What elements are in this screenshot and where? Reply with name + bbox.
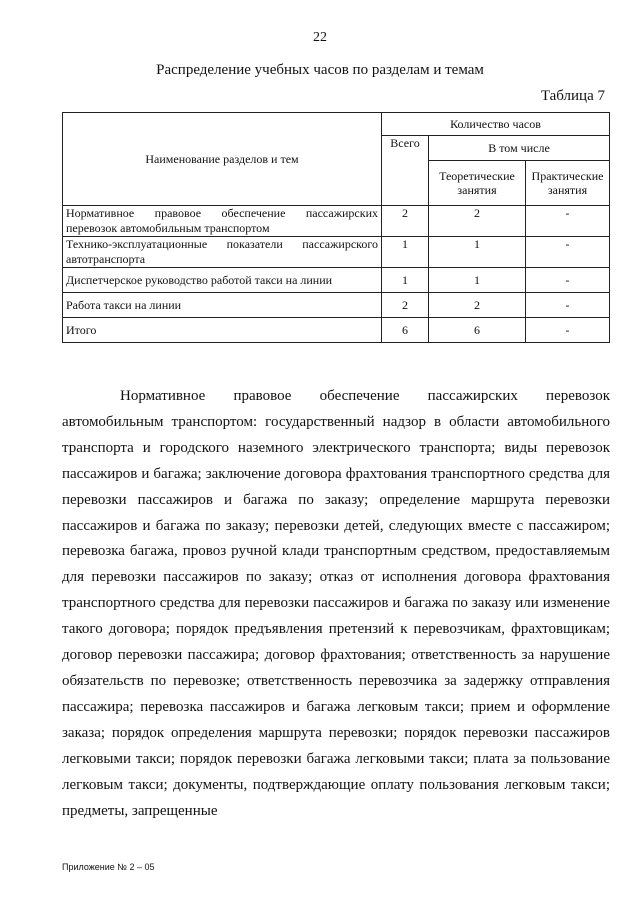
row-practice: - — [526, 268, 610, 293]
table-row — [63, 237, 610, 268]
row-practice: - — [526, 206, 610, 237]
header-including: В том числе — [429, 136, 610, 161]
row-practice: - — [526, 237, 610, 268]
header-total: Всего — [382, 136, 429, 206]
row-total: 1 — [382, 237, 429, 268]
row-total: 1 — [382, 268, 429, 293]
row-theory: 6 — [429, 318, 526, 343]
row-name: Итого — [63, 318, 382, 343]
page-number: 22 — [313, 30, 327, 45]
table-total-row — [63, 318, 610, 343]
row-theory: 2 — [429, 206, 526, 237]
row-practice: - — [526, 293, 610, 318]
row-name: Работа такси на линии — [63, 293, 382, 318]
row-theory: 1 — [429, 237, 526, 268]
hours-table — [62, 112, 610, 343]
row-total: 2 — [382, 206, 429, 237]
document-title: Распределение учебных часов по разделам и темам — [156, 62, 484, 78]
header-practice: Практические занятия — [526, 161, 610, 206]
row-practice: - — [526, 318, 610, 343]
header-section-name: Наименование разделов и тем — [63, 113, 382, 206]
footer-note: Приложение № 2 – 05 — [62, 862, 155, 872]
table-row — [63, 268, 610, 293]
row-name: Диспетчерское руководство работой такси на линии — [63, 268, 382, 293]
row-total: 2 — [382, 293, 429, 318]
body-paragraph: Нормативное правовое обеспечение пассажирских перевозок автомобильным транспортом: государственный надзор в области автомобильного транспорта и городского наземного электрического транспорта; виды перевозок пассажиров и багажа; заключение договора фрахтования транспортного средства для перевозки пассажиров и багажа по заказу; определение маршрута перевозки пассажиров и багажа по заказу; перевозки детей, следующих вместе с пассажиром; перевозка багажа, провоз ручной клади транспортным средством, предоставляемым для перевозки пассажиров по заказу; отказ от исполнения договора фрахтования транспортного средства для перевозки пассажиров и багажа по заказу или изменение такого договора; порядок предъявления претензий к перевозчикам, фрахтовщикам; договор перевозки пассажира; договор фрахтования; ответственность за нарушение обязательств по перевозке; ответственность перевозчика за задержку отправления пассажира; перевозка пассажиров и багажа легковым такси; прием и оформление заказа; порядок определения маршрута перевозки; порядок перевозки пассажиров легковыми такси; порядок перевозки багажа легковыми такси; плата за пользование легковым такси; документы, подтверждающие оплату пользования легковым такси; предметы, запрещенные — [62, 388, 610, 819]
table-row — [63, 293, 610, 318]
table-header-row — [63, 113, 610, 136]
row-name: Технико-эксплуатационные показатели пассажирского автотранспорта — [63, 237, 382, 268]
row-theory: 2 — [429, 293, 526, 318]
row-theory: 1 — [429, 268, 526, 293]
table-row — [63, 206, 610, 237]
row-total: 6 — [382, 318, 429, 343]
header-theory: Теоретические занятия — [429, 161, 526, 206]
header-hours-count: Количество часов — [382, 113, 610, 136]
row-name: Нормативное правовое обеспечение пассажирских перевозок автомобильным транспортом — [63, 206, 382, 237]
table-label: Таблица 7 — [540, 88, 605, 104]
